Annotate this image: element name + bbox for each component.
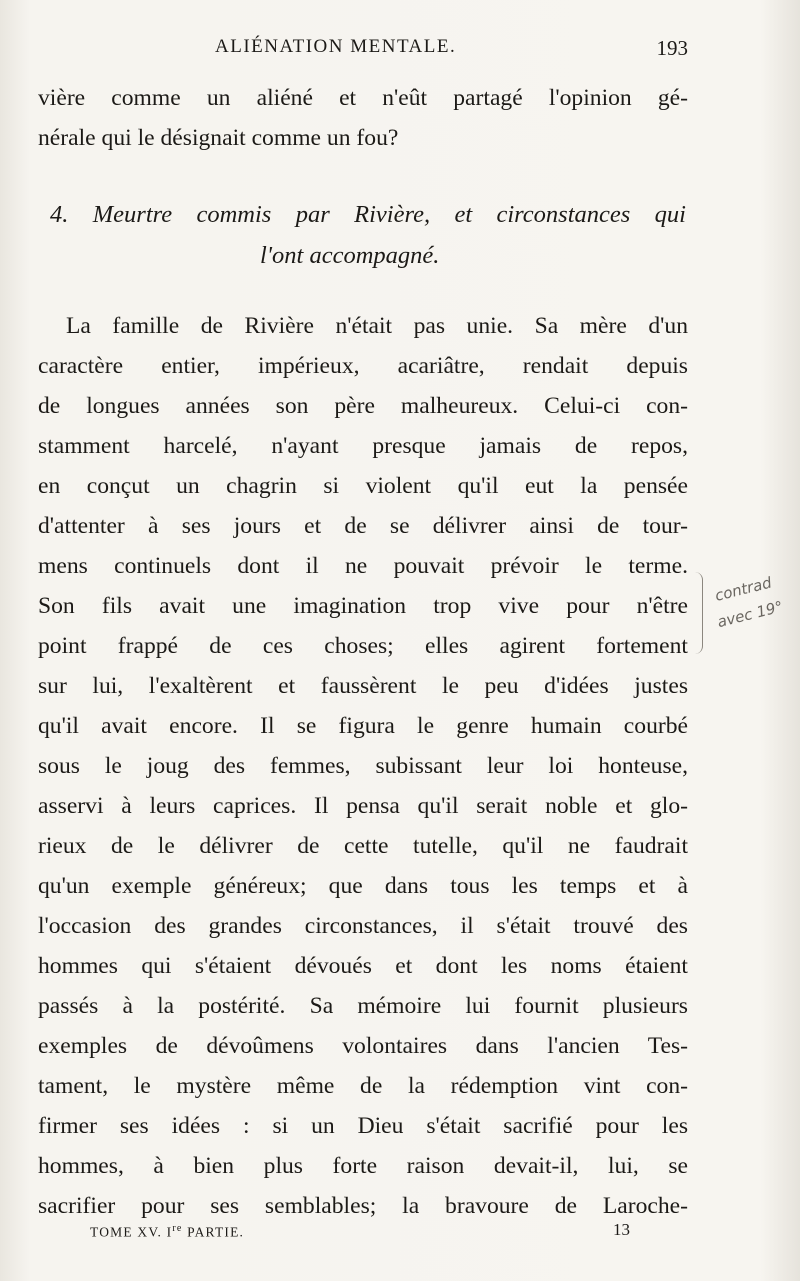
signature-superscript: re <box>172 1223 183 1234</box>
text-line: rieux de le délivrer de cette tutelle, qu'il ne faudrait <box>38 833 688 859</box>
text-line: qu'il avait encore. Il se figura le genre humain courbé <box>38 713 688 739</box>
page-number: 193 <box>656 36 688 60</box>
text-line: stamment harcelé, n'ayant presque jamais de repos, <box>38 433 688 459</box>
running-head: ALIÉNATION MENTALE. <box>215 36 457 57</box>
text-line: hommes qui s'étaient dévoués et dont les noms étaient <box>38 953 688 979</box>
text-line: de longues années son père malheureux. Celui-ci con- <box>38 393 688 419</box>
text-line: passés à la postérité. Sa mémoire lui fournit plusieurs <box>38 993 688 1019</box>
text-line: sous le joug des femmes, subissant leur loi honteuse, <box>38 753 688 779</box>
section-heading-continued: l'ont accompagné. <box>260 242 440 269</box>
text-line: mens continuels dont il ne pouvait prévoir le terme. <box>38 553 688 579</box>
sheet-number: 13 <box>613 1220 630 1239</box>
margin-note-line-1: contrad <box>713 573 774 605</box>
text-line: nérale qui le désignait comme un fou? <box>38 125 399 151</box>
text-line: firmer ses idées : si un Dieu s'était sacrifié pour les <box>38 1113 688 1139</box>
page-header <box>40 36 740 66</box>
text-line: en conçut un chagrin si violent qu'il eut la pensée <box>38 473 688 499</box>
text-line: sur lui, l'exaltèrent et faussèrent le peu d'idées justes <box>38 673 688 699</box>
page-footer <box>90 1220 630 1247</box>
text-line: vière comme un aliéné et n'eût partagé l'opinion gé- <box>38 85 688 111</box>
text-line: qu'un exemple généreux; que dans tous les temps et à <box>38 873 688 899</box>
margin-bracket <box>690 572 703 654</box>
text-line: sacrifier pour ses semblables; la bravoure de Laroche- <box>38 1193 688 1219</box>
text-line: point frappé de ces choses; elles agirent fortement <box>38 633 688 659</box>
paragraph-first-line: La famille de Rivière n'était pas unie. Sa mère d'un <box>66 313 688 339</box>
text-line: exemples de dévoûmens volontaires dans l'ancien Tes- <box>38 1033 688 1059</box>
text-line: tament, le mystère même de la rédemption vint con- <box>38 1073 688 1099</box>
text-line: d'attenter à ses jours et de se délivrer ainsi de tour- <box>38 513 688 539</box>
text-line: l'occasion des grandes circonstances, il s'était trouvé des <box>38 913 688 939</box>
margin-note-line-2: avec 19° <box>715 597 785 632</box>
text-line: hommes, à bien plus forte raison devait-il, lui, se <box>38 1153 688 1179</box>
text-line: asservi à leurs caprices. Il pensa qu'il serait noble et glo- <box>38 793 688 819</box>
section-heading: 4. Meurtre commis par Rivière, et circonstances qui <box>50 201 686 228</box>
handwritten-margin-note <box>700 544 800 636</box>
signature-mark <box>90 1223 244 1241</box>
signature-prefix: TOME XV. I <box>90 1224 173 1240</box>
signature-suffix: PARTIE. <box>182 1224 245 1240</box>
text-line: Son fils avait une imagination trop vive pour n'être <box>38 593 688 619</box>
text-line: caractère entier, impérieux, acariâtre, rendait depuis <box>38 353 688 379</box>
